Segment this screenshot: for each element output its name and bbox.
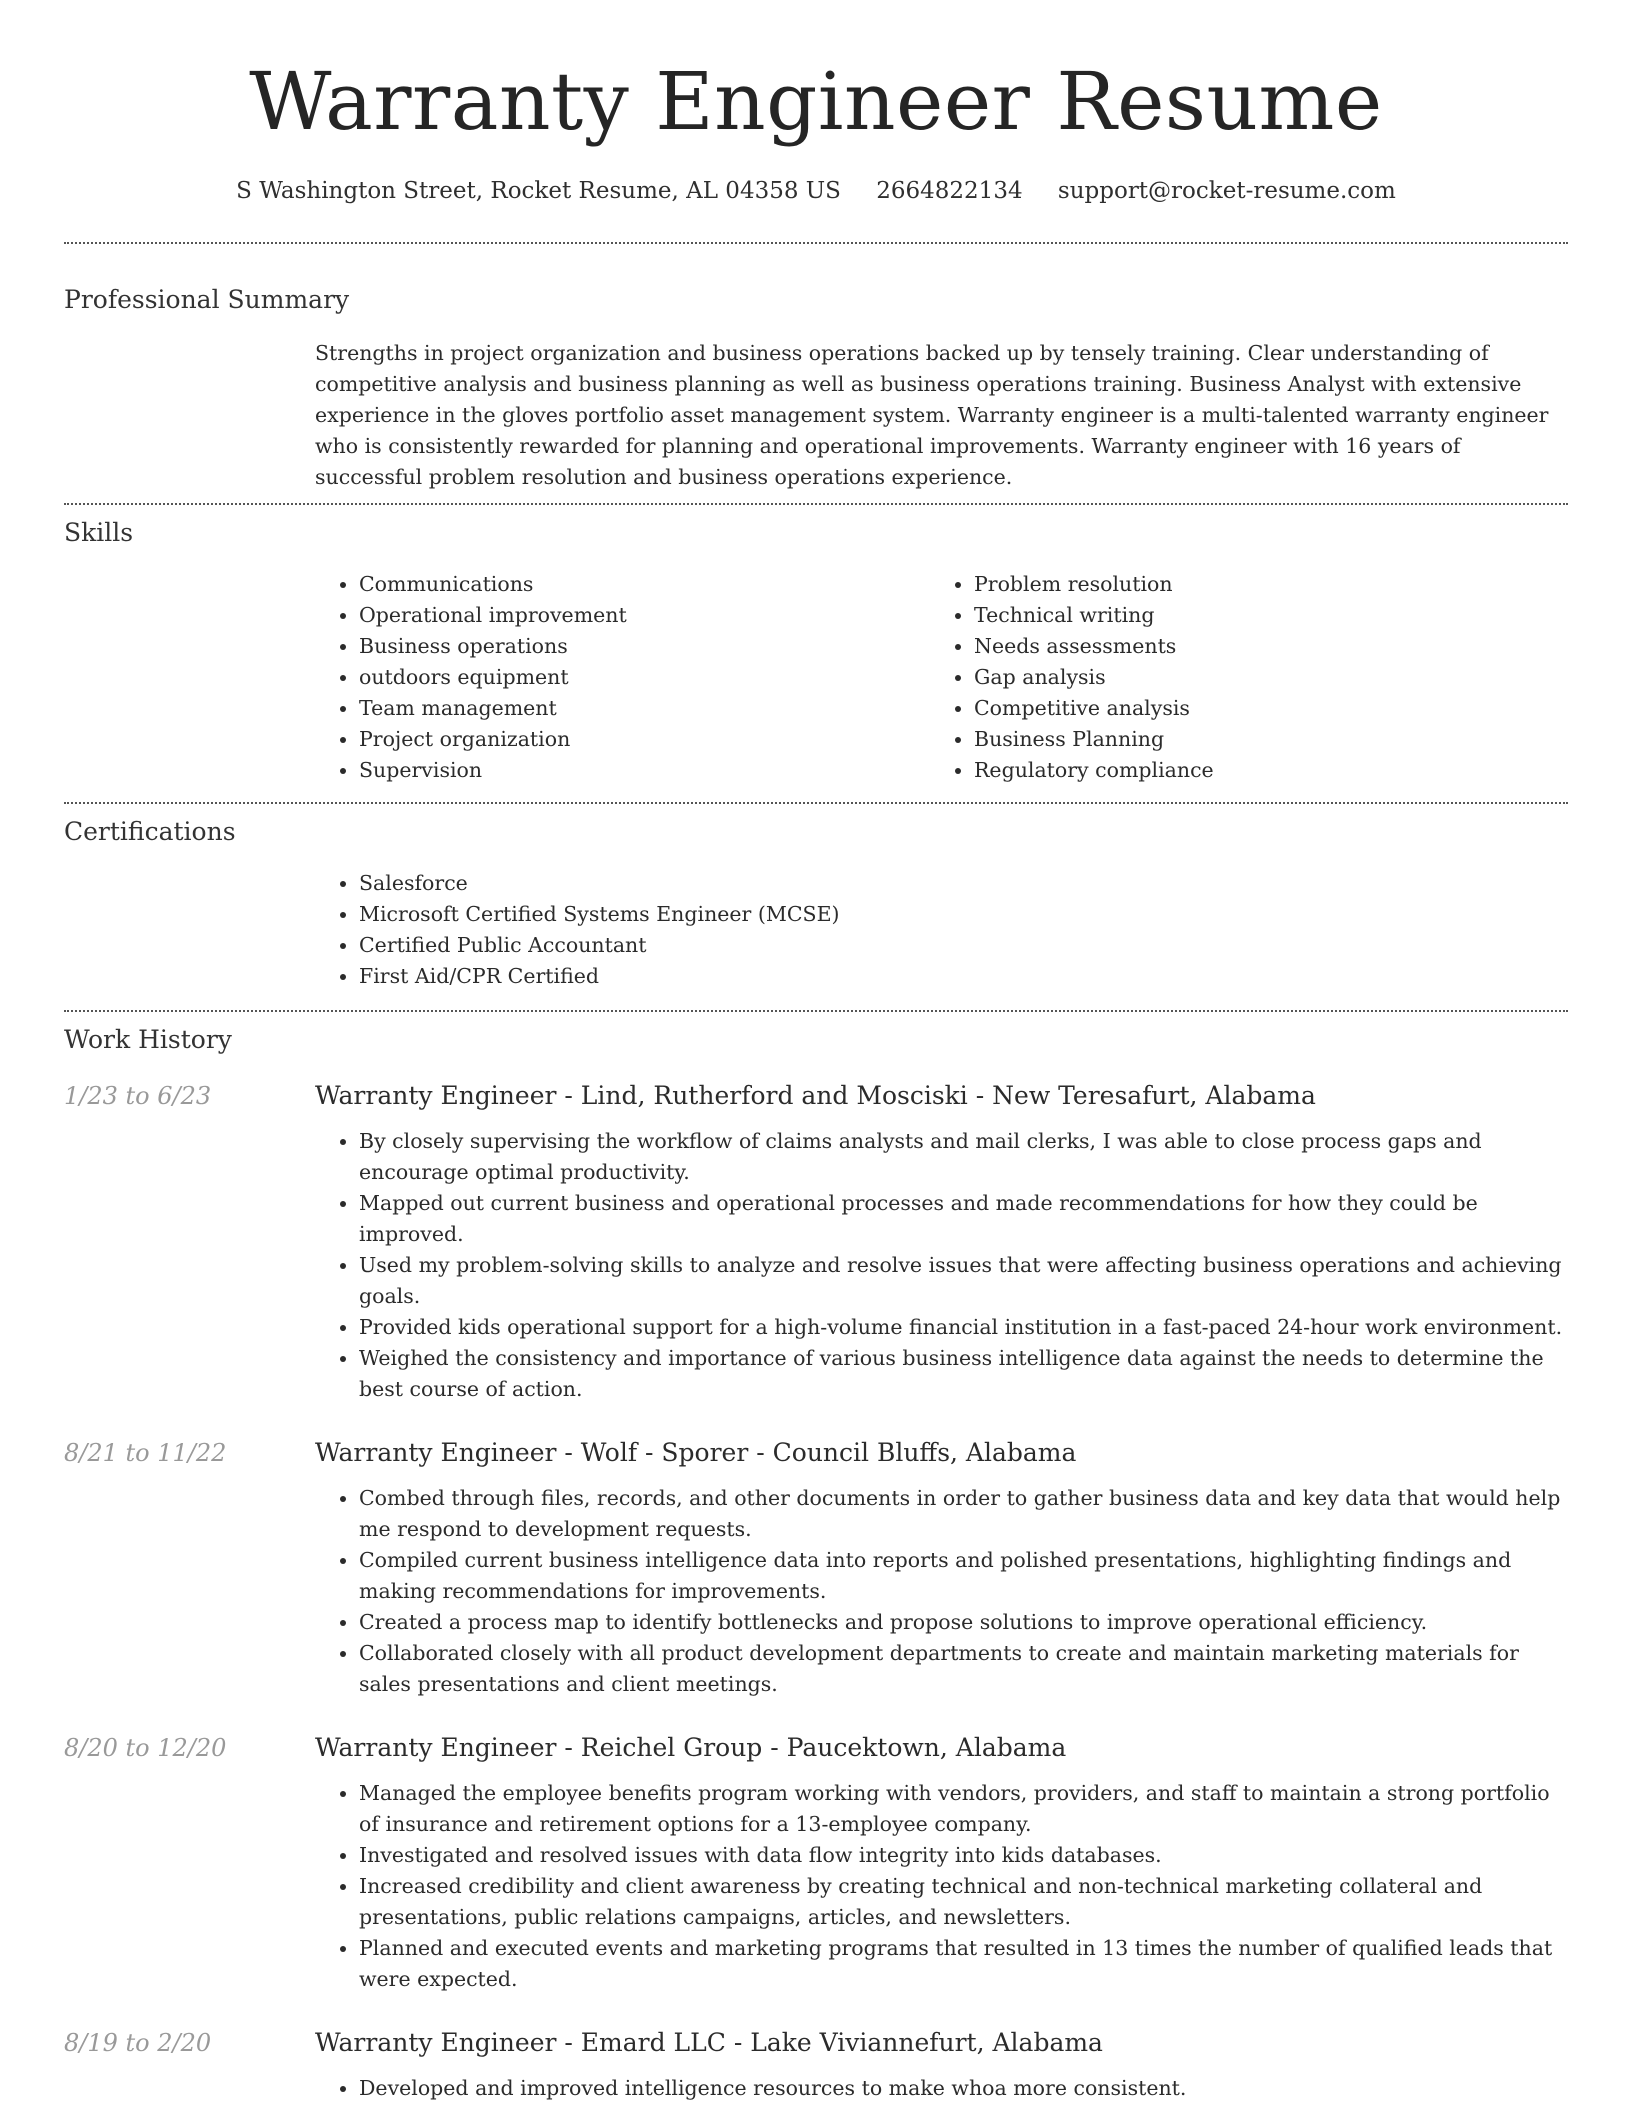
job-entry	[64, 2027, 1568, 2104]
contact-email: support@rocket-resume.com	[1057, 178, 1396, 204]
list-item: • Team management	[359, 693, 930, 724]
divider	[64, 1010, 1568, 1012]
list-item: • Weighed the consistency and importance of various business intelligence data against the needs to determine the best course of action.	[359, 1343, 1568, 1405]
job-details	[315, 1437, 1568, 1700]
work-history-heading: Work History	[64, 1025, 232, 1054]
job-date: 8/19 to 2/20	[64, 2029, 212, 2057]
job-bullets	[315, 1778, 1568, 1995]
divider	[64, 242, 1568, 244]
list-item: • Compiled current business intelligence data into reports and polished presentations, highlighting findings and making recommendations for improvements.	[359, 1545, 1568, 1607]
list-item: • Developed and improved intelligence resources to make whoa more consistent.	[359, 2073, 1568, 2104]
resume-title: Warranty Engineer Resume	[249, 55, 1383, 148]
list-item: • Needs assessments	[974, 631, 1545, 662]
list-item: • Business Planning	[974, 724, 1545, 755]
list-item: • Business operations	[359, 631, 930, 662]
contact-line	[0, 176, 1632, 206]
list-item: • Planned and executed events and marketing programs that resulted in 13 times the number of qualified leads that were expected.	[359, 1933, 1568, 1995]
job-bullets	[315, 2073, 1568, 2104]
list-item: • Microsoft Certified Systems Engineer (MCSE)	[359, 899, 1568, 930]
list-item: • Managed the employee benefits program working with vendors, providers, and staff to maintain a strong portfolio of insurance and retirement options for a 13-employee company.	[359, 1778, 1568, 1840]
job-title: Warranty Engineer - Emard LLC - Lake Viviannefurt, Alabama	[315, 2028, 1103, 2057]
job-title: Warranty Engineer - Reichel Group - Paucektown, Alabama	[315, 1733, 1067, 1762]
job-entry	[64, 1080, 1568, 1405]
job-date: 1/23 to 6/23	[64, 1082, 212, 1110]
contact-address: S Washington Street, Rocket Resume, AL 04358 US	[236, 178, 841, 204]
list-item: • Created a process map to identify bottlenecks and propose solutions to improve operational efficiency.	[359, 1607, 1568, 1638]
summary-heading: Professional Summary	[64, 285, 350, 314]
list-item: • Salesforce	[359, 868, 1568, 899]
contact-phone: 2664822134	[876, 178, 1023, 204]
job-details	[315, 1732, 1568, 1995]
divider	[64, 802, 1568, 804]
job-date: 8/21 to 11/22	[64, 1439, 227, 1467]
summary-text: Strengths in project organization and business operations backed up by tensely training. Clear understanding of competitive analysis and business planning as well as business operations training. Business Analyst with extensive experience in the gloves portfolio asset management system. Warranty engineer is a multi-talented warranty engineer who is consistently rewarded for planning and operational improvements. Warranty engineer with 16 years of successful problem resolution and business operations experience.	[315, 341, 1549, 489]
list-item: • Project organization	[359, 724, 930, 755]
list-item: • Supervision	[359, 755, 930, 786]
list-item: • Communications	[359, 569, 930, 600]
list-item: • Combed through files, records, and other documents in order to gather business data and key data that would help me respond to development requests.	[359, 1483, 1568, 1545]
list-item: • Regulatory compliance	[974, 755, 1545, 786]
list-item: • outdoors equipment	[359, 662, 930, 693]
list-item: • Problem resolution	[974, 569, 1545, 600]
summary-section	[0, 284, 1632, 493]
job-date: 8/20 to 12/20	[64, 1734, 227, 1762]
job-details	[315, 2027, 1568, 2104]
list-item: • Increased credibility and client awareness by creating technical and non-technical marketing collateral and presentations, public relations campaigns, articles, and newsletters.	[359, 1871, 1568, 1933]
skills-section	[0, 517, 1632, 786]
skills-list-left	[315, 569, 930, 786]
list-item: • First Aid/CPR Certified	[359, 961, 1568, 992]
list-item: • Certified Public Accountant	[359, 930, 1568, 961]
skills-heading: Skills	[64, 518, 134, 547]
work-history-section	[0, 1024, 1632, 2104]
certifications-section	[0, 816, 1632, 992]
job-entry	[64, 1732, 1568, 1995]
divider	[64, 503, 1568, 505]
job-title: Warranty Engineer - Lind, Rutherford and Mosciski - New Teresafurt, Alabama	[315, 1081, 1316, 1110]
job-bullets	[315, 1483, 1568, 1700]
certifications-heading: Certifications	[64, 817, 236, 846]
list-item: • Provided kids operational support for a high-volume financial institution in a fast-paced 24-hour work environment.	[359, 1312, 1568, 1343]
certifications-list	[315, 868, 1568, 992]
job-title: Warranty Engineer - Wolf - Sporer - Council Bluffs, Alabama	[315, 1438, 1077, 1467]
list-item: • Technical writing	[974, 600, 1545, 631]
skills-columns	[315, 569, 1568, 786]
list-item: • Collaborated closely with all product development departments to create and maintain marketing materials for sales presentations and client meetings.	[359, 1638, 1568, 1700]
job-entry	[64, 1437, 1568, 1700]
certifications-body	[315, 868, 1568, 992]
list-item: • Gap analysis	[974, 662, 1545, 693]
list-item: • Investigated and resolved issues with data flow integrity into kids databases.	[359, 1840, 1568, 1871]
list-item: • Mapped out current business and operational processes and made recommendations for how they could be improved.	[359, 1188, 1568, 1250]
job-bullets	[315, 1126, 1568, 1405]
list-item: • Operational improvement	[359, 600, 930, 631]
skills-list-right	[930, 569, 1545, 786]
list-item: • Used my problem-solving skills to analyze and resolve issues that were affecting business operations and achieving goals.	[359, 1250, 1568, 1312]
list-item: • By closely supervising the workflow of claims analysts and mail clerks, I was able to close process gaps and encourage optimal productivity.	[359, 1126, 1568, 1188]
list-item: • Competitive analysis	[974, 693, 1545, 724]
job-details	[315, 1080, 1568, 1405]
